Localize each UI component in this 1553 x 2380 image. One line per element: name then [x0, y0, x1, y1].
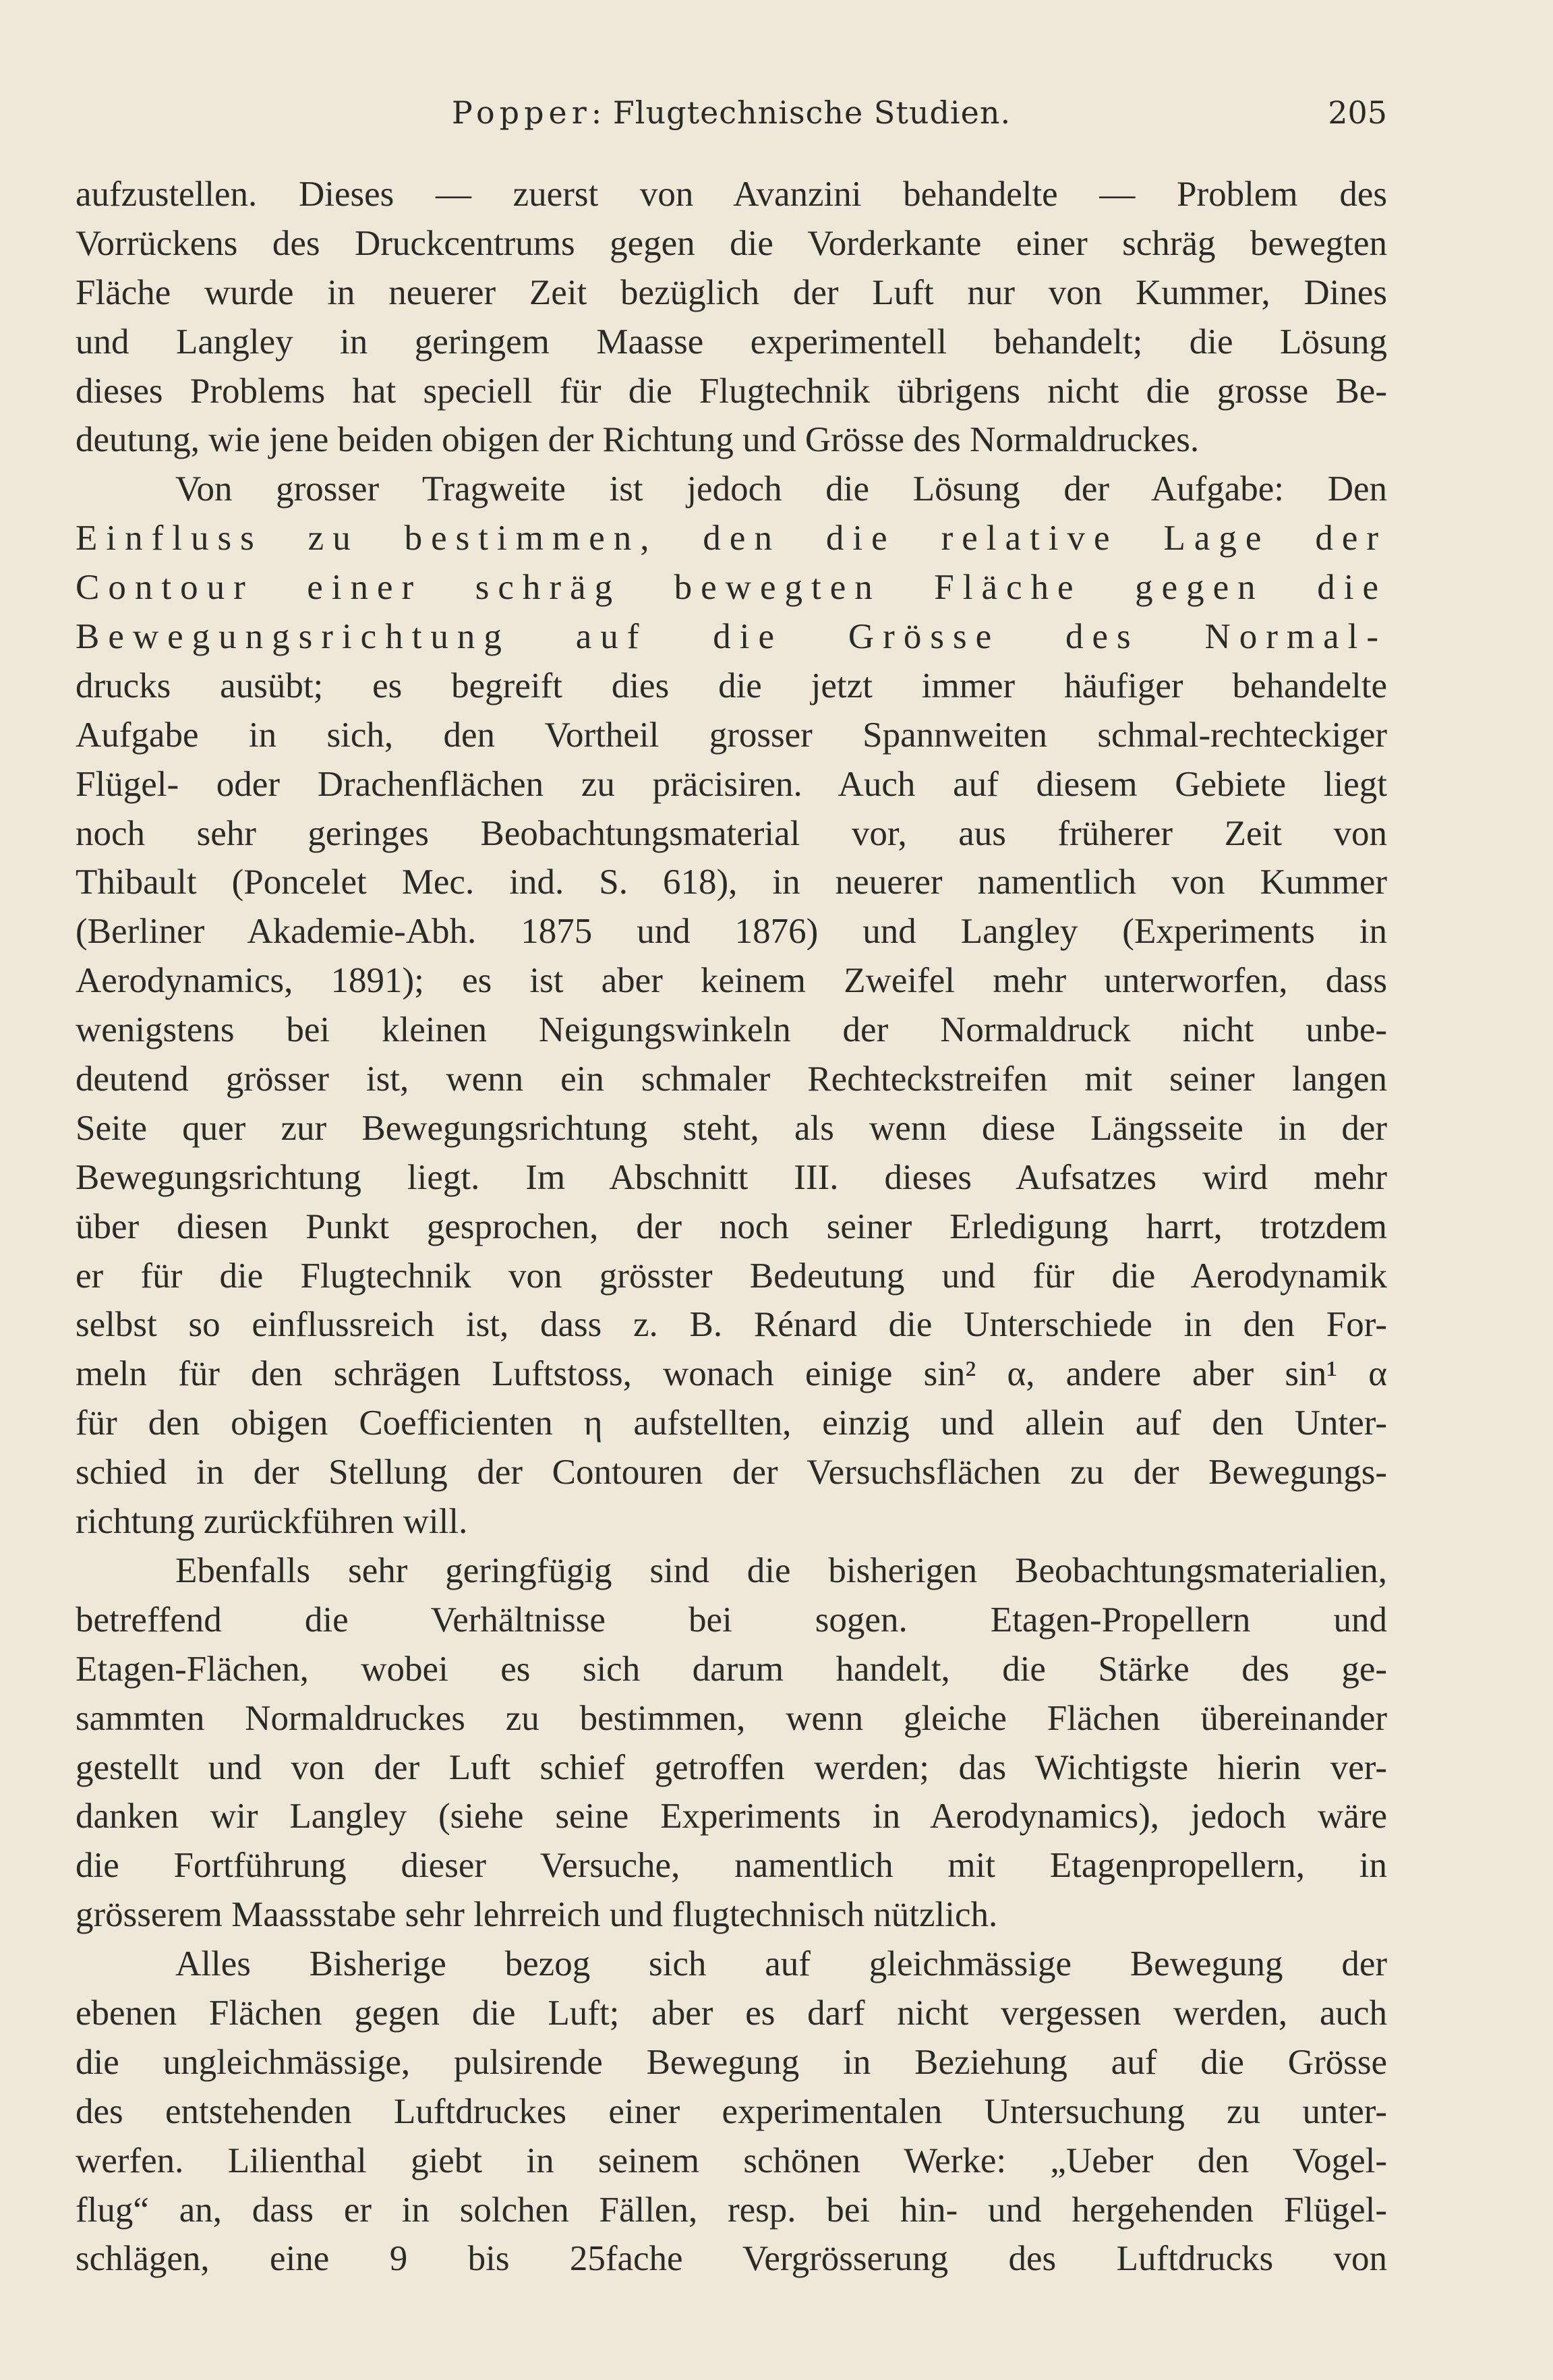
text-line: werfen. Lilienthal giebt in seinem schönen Werke: „Ueber den Vogel- — [76, 2141, 1387, 2180]
paragraph-first-line: Ebenfalls sehr geringfügig sind die bisherigen Beobachtungsmaterialien, — [175, 1550, 1387, 1590]
text-line: drucks ausübt; es begreift dies die jetzt immer häufiger behandelte — [76, 666, 1387, 705]
page-number: 205 — [1328, 94, 1387, 131]
text-line: Aufgabe in sich, den Vortheil grosser Spannweiten schmal-rechteckiger — [76, 715, 1387, 755]
text-line: Vorrückens des Druckcentrums gegen die Vorderkante einer schräg bewegten — [76, 223, 1387, 263]
text-line: ebenen Flächen gegen die Luft; aber es darf nicht vergessen werden, auch — [76, 1993, 1387, 2033]
text-line: Aerodynamics, 1891); es ist aber keinem Zweifel mehr unterworfen, dass — [76, 961, 1387, 1001]
text-line: des entstehenden Luftdruckes einer experimentalen Untersuchung zu unter- — [76, 2091, 1387, 2131]
text-line-spaced: Contour einer schräg bewegten Fläche gegen die — [76, 568, 1387, 608]
paragraph-first-line: Alles Bisherige bezog sich auf gleichmässige Bewegung der — [175, 1944, 1387, 1984]
text-line: für den obigen Coefficienten η aufstellten, einzig und allein auf den Unter- — [76, 1403, 1387, 1443]
running-title-author: Popper — [451, 94, 591, 131]
body-text — [76, 170, 1387, 2284]
text-line: schlägen, eine 9 bis 25fache Vergrösserung des Luftdrucks von — [76, 2239, 1387, 2279]
text-line: Thibault (Poncelet Mec. ind. S. 618), in neuerer namentlich von Kummer — [76, 863, 1387, 902]
text-line: grösserem Maassstabe sehr lehrreich und flugtechnisch nützlich. — [76, 1895, 998, 1935]
text-line-spaced: Einfluss zu bestimmen, den die relative Lage der — [76, 519, 1387, 558]
text-line: danken wir Langley (siehe seine Experiments in Aerodynamics), jedoch wäre — [76, 1797, 1387, 1836]
text-line: (Berliner Akademie-Abh. 1875 und 1876) und Langley (Experiments in — [76, 912, 1387, 952]
text-line-spaced: Bewegungsrichtung auf die Grösse des Normal- — [76, 617, 1387, 657]
text-line: und Langley in geringem Maasse experimentell behandelt; die Lösung — [76, 322, 1387, 361]
text-line: wenigstens bei kleinen Neigungswinkeln der Normaldruck nicht unbe- — [76, 1010, 1387, 1050]
text-line: selbst so einflussreich ist, dass z. B. Rénard die Unterschiede in den For- — [76, 1305, 1387, 1345]
text-line: richtung zurückführen will. — [76, 1502, 468, 1542]
text-line: aufzustellen. Dieses — zuerst von Avanzini behandelte — Problem des — [76, 175, 1387, 214]
text-line: über diesen Punkt gesprochen, der noch seiner Erledigung harrt, trotzdem — [76, 1207, 1387, 1246]
text-line: die Fortführung dieser Versuche, namentlich mit Etagenpropellern, in — [76, 1846, 1387, 1886]
text-line: deutend grösser ist, wenn ein schmaler Rechteckstreifen mit seiner langen — [76, 1060, 1387, 1099]
text-line: betreffend die Verhältnisse bei sogen. Etagen-Propellern und — [76, 1600, 1387, 1639]
running-title — [76, 94, 1387, 131]
text-line: Etagen-Flächen, wobei es sich darum handelt, die Stärke des ge- — [76, 1649, 1387, 1689]
text-line: flug“ an, dass er in solchen Fällen, resp. bei hin- und hergehenden Flügel- — [76, 2190, 1387, 2230]
text-line: deutung, wie jene beiden obigen der Richtung und Grösse des Normaldruckes. — [76, 420, 1200, 460]
text-line: die ungleichmässige, pulsirende Bewegung in Beziehung auf die Grösse — [76, 2042, 1387, 2082]
text-line: Fläche wurde in neuerer Zeit bezüglich der Luft nur von Kummer, Dines — [76, 272, 1387, 312]
text-line: meln für den schrägen Luftstoss, wonach einige sin² α, andere aber sin¹ α — [76, 1354, 1387, 1394]
text-line: Bewegungsrichtung liegt. Im Abschnitt III. dieses Aufsatzes wird mehr — [76, 1157, 1387, 1197]
text-line: er für die Flugtechnik von grösster Bedeutung und für die Aerodynamik — [76, 1256, 1387, 1296]
text-line: schied in der Stellung der Contouren der Versuchsflächen zu der Bewegungs- — [76, 1453, 1387, 1492]
paragraph-first-line: Von grosser Tragweite ist jedoch die Lösung der Aufgabe: Den — [175, 469, 1387, 509]
text-line: dieses Problems hat speciell für die Flugtechnik übrigens nicht die grosse Be- — [76, 371, 1387, 411]
page-header — [76, 94, 1387, 148]
running-title-text: : Flugtechnische Studien. — [591, 94, 1012, 131]
text-line: Seite quer zur Bewegungsrichtung steht, als wenn diese Längsseite in der — [76, 1108, 1387, 1148]
text-line: Flügel- oder Drachenflächen zu präcisiren. Auch auf diesem Gebiete liegt — [76, 764, 1387, 804]
text-line: noch sehr geringes Beobachtungsmaterial vor, aus früherer Zeit von — [76, 813, 1387, 853]
text-line: gestellt und von der Luft schief getroffen werden; das Wichtigste hierin ver- — [76, 1747, 1387, 1787]
text-line: sammten Normaldruckes zu bestimmen, wenn gleiche Flächen übereinander — [76, 1698, 1387, 1738]
